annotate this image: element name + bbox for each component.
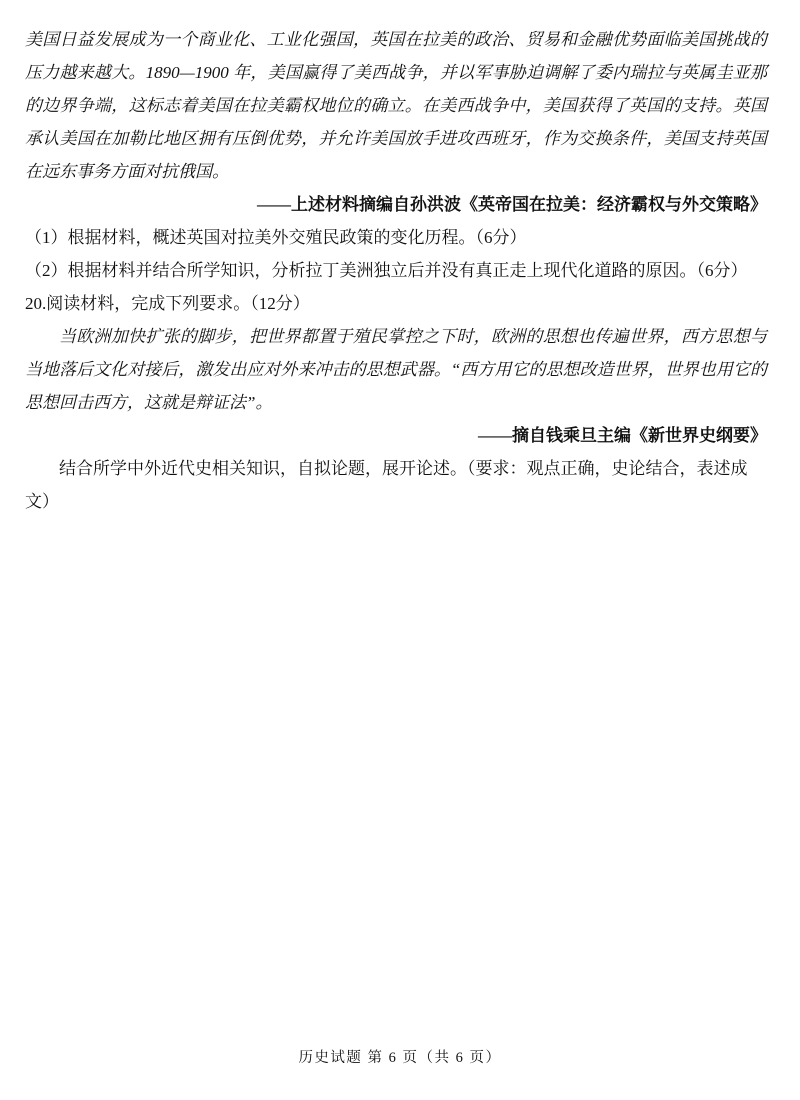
q19-material-source: ——上述材料摘编自孙洪波《英帝国在拉美：经济霸权与外交策略》	[257, 195, 767, 214]
q20-task-instruction: 结合所学中外近代史相关知识，自拟论题，展开论述。（要求：观点正确，史论结合，表述成文）	[25, 459, 748, 511]
page-footer: 历史试题 第 6 页（共 6 页）	[298, 1050, 502, 1066]
q19-sub-question-1: （1）根据材料，概述英国对拉美外交殖民政策的变化历程。（6分）	[25, 228, 527, 247]
question-20-block	[25, 287, 767, 518]
q20-material-source: ——摘自钱乘旦主编《新世界史纲要》	[478, 426, 767, 445]
q19-material-paragraph: 美国日益发展成为一个商业化、工业化强国，英国在拉美的政治、贸易和金融优势面临美国挑战的压力越来越大。1890—1900 年，美国赢得了美西战争，并以军事胁迫调解了委内瑞拉与英属圭亚那的边界争端，这标志着美国在拉美霸权地位的确立。在美西战争中，美国获得了英国的支持。英国承认美国在加勒比地区拥有压倒优势，并允许美国放手进攻西班牙，作为交换条件，美国支持英国在远东事务方面对抗俄国。	[25, 30, 767, 181]
q20-material-paragraph: 当欧洲加快扩张的脚步，把世界都置于殖民掌控之下时，欧洲的思想也传遍世界，西方思想与当地落后文化对接后，激发出应对外来冲击的思想武器。“西方用它的思想改造世界，世界也用它的思想回击西方，这就是辩证法”。	[25, 327, 767, 412]
q20-header: 20.阅读材料，完成下列要求。（12分）	[25, 294, 310, 313]
question-19-block	[25, 23, 767, 287]
q19-sub-question-2: （2）根据材料并结合所学知识，分析拉丁美洲独立后并没有真正走上现代化道路的原因。（6分）	[25, 261, 748, 280]
page-content	[0, 0, 800, 518]
